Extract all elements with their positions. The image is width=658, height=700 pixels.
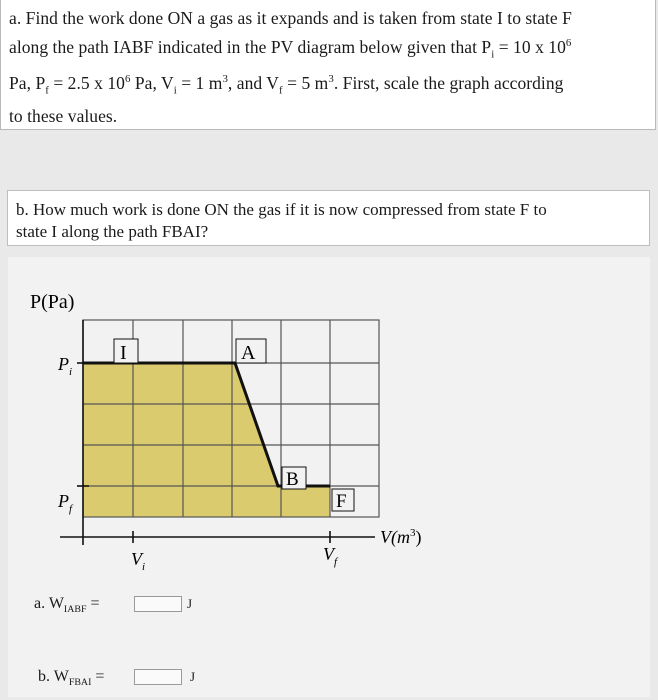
answer-b-input[interactable] [134, 669, 182, 685]
point-a-label: A [241, 342, 256, 364]
x-axis-label: $V(m^3)$ [380, 527, 422, 547]
point-f-label: F [336, 491, 347, 512]
answer-a-input[interactable] [134, 596, 182, 612]
question-a-line2: along the path IABF indicated in the PV diagram below given that $P_i = 10$ x $10^6$ [9, 36, 572, 61]
vf-label: $V_f$ [323, 544, 338, 568]
pi-label: $P_i$ [58, 354, 73, 378]
pf-label: $P_f$ [58, 491, 73, 515]
question-a-line3: Pa, $P_f = 2.5$ x $10^6$ Pa, $V_i = 1$ $m^3$, and $V_f = 5$ $m^3$. First, scale the graph according [9, 73, 564, 97]
answer-b-unit: J [190, 669, 196, 684]
question-b-line1: b. How much work is done ON the gas if it is now compressed from state F to [16, 200, 547, 219]
question-a-line4: to these values. [9, 105, 118, 126]
vi-label: $V_i$ [131, 549, 146, 573]
point-i-label: I [120, 342, 127, 364]
work-area-fill [83, 363, 330, 517]
point-b-label: B [286, 469, 299, 490]
y-axis-label: P(Pa) [30, 291, 75, 313]
answer-a-unit: J [187, 596, 193, 611]
answer-b-label: b. $W_{FBAI}$ = [38, 668, 105, 689]
answer-a-label: a. $W_{IABF}$ = [34, 595, 100, 616]
question-b-line2: state I along the path FBAI? [16, 222, 209, 241]
question-a-line1: a. Find the work done ON a gas as it expands and is taken from state I to state F [9, 8, 572, 28]
